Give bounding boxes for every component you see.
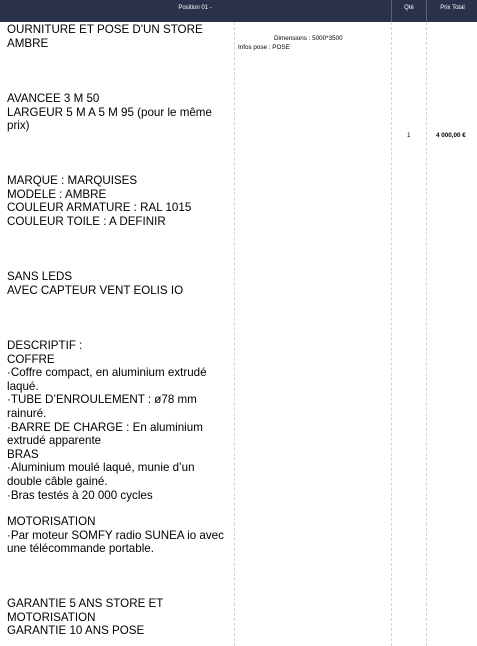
column-divider xyxy=(234,22,235,646)
qty-header: Qté xyxy=(391,0,426,22)
item-specs: MARQUE : MARQUISES MODELE : AMBRE COULEUR ARMATURE : RAL 1015 COULEUR TOILE : A DEFINIR xyxy=(7,174,192,228)
dimensions-text: Dimensions : 5000*3500 xyxy=(274,35,343,42)
item-descriptif: DESCRIPTIF : COFFRE ·Coffre compact, en aluminium extrudé laqué. ·TUBE D’ENROULEMENT : ø78 mm rainuré. ·BARRE DE CHARGE : En aluminium extrudé apparente BRAS ·Aluminium moulé laqué, munie d’un double câble gainé. ·Bras testés à 20 000 cycles xyxy=(7,339,207,502)
total-price-value: 4 000,00 € xyxy=(436,132,466,139)
position-header: Position 01 - xyxy=(178,5,212,11)
item-garantie: GARANTIE 5 ANS STORE ET MOTORISATION GARANTIE 10 ANS POSE xyxy=(7,597,164,638)
column-divider xyxy=(426,22,427,646)
column-divider xyxy=(391,22,392,646)
item-title: OURNITURE ET POSE D'UN STORE AMBRE xyxy=(7,23,203,50)
item-size: AVANCEE 3 M 50 LARGEUR 5 M A 5 M 95 (pour le même prix) xyxy=(7,92,212,133)
total-header: Prix Total xyxy=(426,0,477,22)
quantity-value: 1 xyxy=(407,132,411,139)
item-options: SANS LEDS AVEC CAPTEUR VENT EOLIS IO xyxy=(7,270,184,297)
infos-pose-text: Infos pose : POSE xyxy=(238,44,290,51)
item-motorisation: MOTORISATION ·Par moteur SOMFY radio SUNEA io avec une télécommande portable. xyxy=(7,515,224,556)
table-header xyxy=(0,0,477,22)
